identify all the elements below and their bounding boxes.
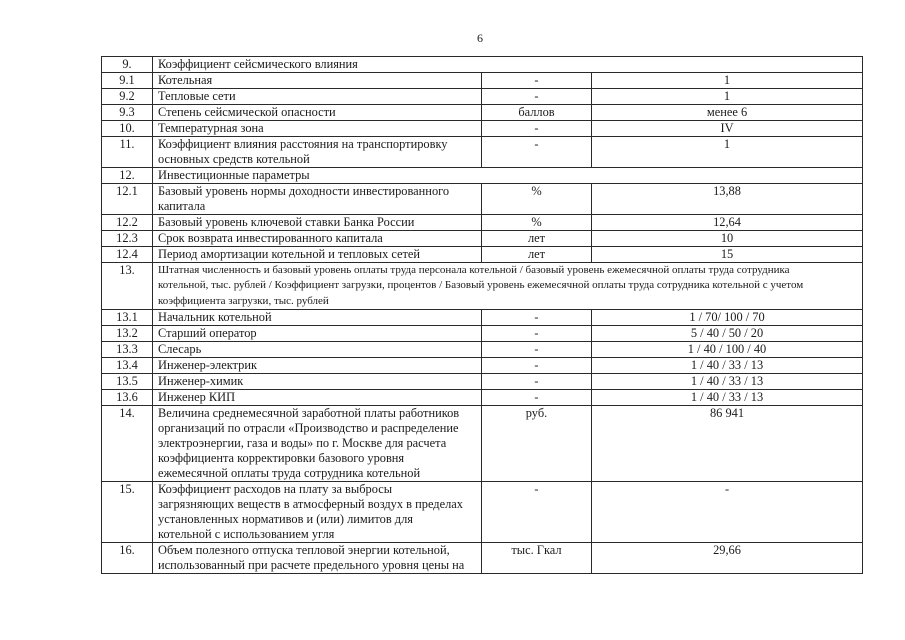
row-name: Величина среднемесячной заработной платы работников организаций по отрасли «Производство и распределение электроэнергии, газа и воды» по г. Москве для расчета коэффициента корректировки базового уровня ежемесячной оплаты труда сотрудника котельной	[153, 405, 482, 481]
row-unit: -	[482, 325, 592, 341]
row-value: 10	[592, 231, 863, 247]
row-number: 13.2	[102, 325, 153, 341]
row-value: 5 / 40 / 50 / 20	[592, 325, 863, 341]
row-unit: -	[482, 373, 592, 389]
table-row	[102, 121, 863, 137]
row-name: Инженер КИП	[153, 389, 482, 405]
row-number: 12.	[102, 168, 153, 184]
row-number: 9.2	[102, 89, 153, 105]
parameters-table	[101, 56, 863, 574]
row-unit: -	[482, 309, 592, 325]
section-title: Коэффициент сейсмического влияния	[153, 57, 863, 73]
row-name: Температурная зона	[153, 121, 482, 137]
table-row	[102, 184, 863, 215]
row-value: 1 / 40 / 33 / 13	[592, 373, 863, 389]
row-value: 1 / 40 / 33 / 13	[592, 389, 863, 405]
row-value: IV	[592, 121, 863, 137]
row-value: 13,88	[592, 184, 863, 215]
row-unit: -	[482, 89, 592, 105]
row-name: Слесарь	[153, 341, 482, 357]
row-number: 12.1	[102, 184, 153, 215]
row-number: 13.5	[102, 373, 153, 389]
row-name: Тепловые сети	[153, 89, 482, 105]
row-value: 1 / 40 / 33 / 13	[592, 357, 863, 373]
table-row	[102, 105, 863, 121]
row-number: 13.6	[102, 389, 153, 405]
table-row	[102, 247, 863, 263]
row-value: 1	[592, 73, 863, 89]
table-row	[102, 137, 863, 168]
row-number: 9.	[102, 57, 153, 73]
row-unit: тыс. Гкал	[482, 542, 592, 573]
row-value: 12,64	[592, 215, 863, 231]
table-row	[102, 89, 863, 105]
table-row	[102, 341, 863, 357]
row-name: Период амортизации котельной и тепловых сетей	[153, 247, 482, 263]
row-value: менее 6	[592, 105, 863, 121]
table-section-row	[102, 57, 863, 73]
row-name: Инженер-химик	[153, 373, 482, 389]
row-name: Коэффициент расходов на плату за выбросы загрязняющих веществ в атмосферный воздух в пределах установленных нормативов и (или) лимитов для котельной с использованием угля	[153, 481, 482, 542]
table-row	[102, 73, 863, 89]
row-unit: %	[482, 184, 592, 215]
row-number: 13.1	[102, 309, 153, 325]
table-section-row	[102, 263, 863, 310]
row-value: 29,66	[592, 542, 863, 573]
page-number: 6	[477, 31, 483, 45]
row-value: 1	[592, 89, 863, 105]
row-unit: баллов	[482, 105, 592, 121]
table-row	[102, 357, 863, 373]
row-unit: лет	[482, 247, 592, 263]
row-number: 11.	[102, 137, 153, 168]
row-number: 13.3	[102, 341, 153, 357]
table-row	[102, 405, 863, 481]
row-unit: %	[482, 215, 592, 231]
row-number: 13.	[102, 263, 153, 310]
row-number: 9.3	[102, 105, 153, 121]
row-name: Коэффициент влияния расстояния на транспортировку основных средств котельной	[153, 137, 482, 168]
table-row	[102, 325, 863, 341]
row-name: Срок возврата инвестированного капитала	[153, 231, 482, 247]
row-name: Базовый уровень ключевой ставки Банка России	[153, 215, 482, 231]
row-unit: руб.	[482, 405, 592, 481]
section-title: Инвестиционные параметры	[153, 168, 863, 184]
table-row	[102, 231, 863, 247]
row-number: 15.	[102, 481, 153, 542]
row-name: Старший оператор	[153, 325, 482, 341]
section-title: Штатная численность и базовый уровень оплаты труда персонала котельной / базовый уровень ежемесячной оплаты труда сотрудника котельной, тыс. рублей / Коэффициент загрузки, процентов / Базовый уровень ежемесячной оплаты труда сотрудника котельной с учетом коэффициента загрузки, тыс. рублей	[153, 263, 863, 310]
row-unit: -	[482, 121, 592, 137]
row-value: 1	[592, 137, 863, 168]
table-section-row	[102, 168, 863, 184]
row-name: Начальник котельной	[153, 309, 482, 325]
row-name: Объем полезного отпуска тепловой энергии котельной, использованный при расчете предельного уровня цены на	[153, 542, 482, 573]
row-name: Базовый уровень нормы доходности инвестированного капитала	[153, 184, 482, 215]
table-row	[102, 389, 863, 405]
table-row	[102, 373, 863, 389]
row-number: 16.	[102, 542, 153, 573]
row-unit: -	[482, 73, 592, 89]
row-unit: -	[482, 137, 592, 168]
row-value: 1 / 70/ 100 / 70	[592, 309, 863, 325]
row-value: 15	[592, 247, 863, 263]
row-value: 86 941	[592, 405, 863, 481]
row-unit: -	[482, 389, 592, 405]
row-number: 9.1	[102, 73, 153, 89]
row-name: Степень сейсмической опасности	[153, 105, 482, 121]
row-value: 1 / 40 / 100 / 40	[592, 341, 863, 357]
row-number: 14.	[102, 405, 153, 481]
row-number: 10.	[102, 121, 153, 137]
row-number: 12.3	[102, 231, 153, 247]
table-row	[102, 309, 863, 325]
table-row	[102, 215, 863, 231]
row-unit: -	[482, 341, 592, 357]
row-unit: лет	[482, 231, 592, 247]
table-row	[102, 542, 863, 573]
row-number: 12.2	[102, 215, 153, 231]
row-number: 12.4	[102, 247, 153, 263]
table-row	[102, 481, 863, 542]
row-unit: -	[482, 357, 592, 373]
row-name: Инженер-электрик	[153, 357, 482, 373]
row-unit: -	[482, 481, 592, 542]
row-name: Котельная	[153, 73, 482, 89]
row-value: -	[592, 481, 863, 542]
row-number: 13.4	[102, 357, 153, 373]
